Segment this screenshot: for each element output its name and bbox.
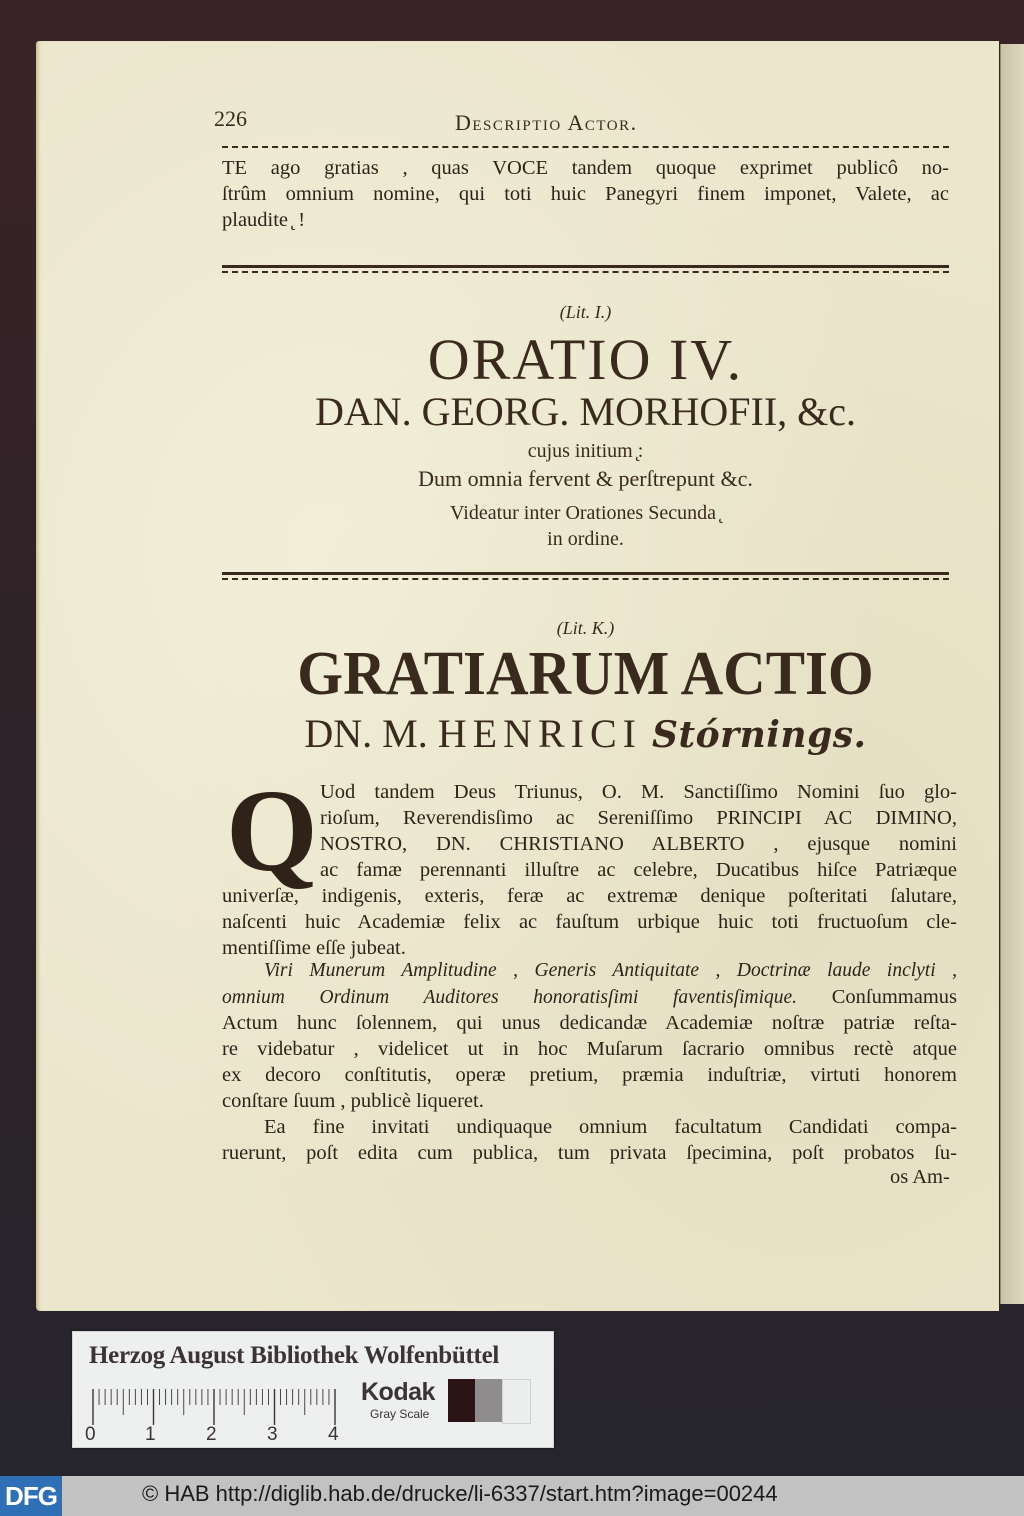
text-line: Actum hunc ſolennem, qui unus dedicandæ Academiæ noſtræ patriæ reſta- xyxy=(222,1012,957,1034)
quod-paragraph xyxy=(222,883,957,961)
section-k-label: (Lit. K.) xyxy=(556,618,615,638)
section-i-line3: Videatur inter Orationes Secunda ̨ xyxy=(450,502,721,524)
text-line: univerſæ, indigenis, exteris, feræ ac extremæ denique poſteritati ſalutare, xyxy=(222,885,957,907)
author-surname: Stórnings. xyxy=(651,714,867,756)
catchword: os Am- xyxy=(890,1166,950,1188)
text-line: naſcenti huic Academiæ felix ac fauſtum urbique huic toti fructuoſum cle- xyxy=(222,911,957,933)
drop-cap: Q xyxy=(226,765,318,896)
color-chart-card xyxy=(72,1331,554,1448)
text-line: mentiſſime eſſe jubeat. xyxy=(222,937,406,959)
kodak-logo: Kodak xyxy=(361,1378,435,1406)
section-k-title: GRATIARUM ACTIO xyxy=(297,640,874,708)
text-line: ac famæ perennanti illuſtre ac celebre, Ducatibus hiſce Patriæque xyxy=(320,859,957,881)
ruler-label: 3 xyxy=(267,1424,278,1445)
quod-paragraph-indented xyxy=(320,779,957,883)
gray-swatch-mid xyxy=(475,1379,502,1422)
text-line xyxy=(222,984,957,1011)
gray-scale-label: Gray Scale xyxy=(370,1407,430,1421)
gray-swatch-dark xyxy=(448,1379,475,1422)
viri-paragraph-cont xyxy=(222,1010,957,1114)
text-line: ſtrûm omnium nomine, qui toti huic Panegyri finem imponet, Valete, ac xyxy=(222,183,949,205)
text-line: TE ago gratias , quas VOCE tandem quoque exprimet publicô no- xyxy=(222,157,949,179)
text-line: ruerunt, poſt edita cum publica, tum privata ſpecimina, poſt probatos ſu- xyxy=(222,1142,957,1164)
roman-run: Conſummamus xyxy=(831,986,958,1008)
text-line: conſtare ſuum , publicè liqueret. xyxy=(222,1090,484,1112)
section-i-title: ORATIO IV. xyxy=(427,327,744,392)
section-divider xyxy=(222,572,949,575)
facing-page-edge xyxy=(1000,44,1024,1304)
text-line: plaudite ̨ ! xyxy=(222,209,306,231)
section-i-line4: in ordine. xyxy=(547,528,624,550)
ruler-label: 4 xyxy=(328,1424,339,1445)
section-k-author xyxy=(222,712,949,757)
italic-run: omnium Ordinum Auditores honoratisſimi faventisſimique. xyxy=(222,987,798,1008)
section-i-label: (Lit. I.) xyxy=(559,302,612,322)
viri-paragraph xyxy=(222,958,957,1011)
copyright-link[interactable]: © HAB http://diglib.hab.de/drucke/li-6337/start.htm?image=00244 xyxy=(142,1481,778,1506)
footer-bar xyxy=(0,1476,1024,1516)
text-line: Uod tandem Deus Triunus, O. M. Sanctiſſimo Nomini ſuo glo- xyxy=(320,781,957,803)
author-name: HENRICI xyxy=(437,711,642,756)
ruler-scale xyxy=(91,1387,341,1427)
text-line: NOSTRO, DN. CHRISTIANO ALBERTO , ejusque nomini xyxy=(320,833,957,855)
text-line: rioſum, Reverendisſimo ac Sereniſſimo PRINCIPI AC DIMINO, xyxy=(320,807,957,829)
section-i-author: DAN. GEORG. MORHOFII, &c. xyxy=(314,389,857,434)
header-rule xyxy=(222,146,949,148)
ea-paragraph xyxy=(222,1114,957,1166)
gray-swatch-light xyxy=(502,1379,531,1424)
ruler-label: 1 xyxy=(145,1424,156,1445)
library-name: Herzog August Bibliothek Wolfenbüttel xyxy=(89,1342,500,1369)
dfg-logo: DFG xyxy=(0,1476,62,1516)
section-divider xyxy=(222,265,949,268)
ruler-label: 2 xyxy=(206,1424,217,1445)
page-number: 226 xyxy=(214,106,247,131)
text-line: Ea fine invitati undiquaque omnium facultatum Candidati compa- xyxy=(264,1116,957,1138)
text-line: re videbatur , videlicet ut in hoc Muſarum ſacrario omnibus rectè atque xyxy=(222,1038,957,1060)
running-head: Descriptio Actor. xyxy=(455,110,638,135)
ruler-label: 0 xyxy=(85,1424,96,1445)
section-i-line2: Dum omnia fervent & perſtrepunt &c. xyxy=(418,466,753,491)
intro-paragraph xyxy=(222,155,949,233)
author-prefix: DN. M. xyxy=(304,711,428,756)
text-line: ex decoro conſtitutis, operæ pretium, præmia induſtriæ, virtuti honorem xyxy=(222,1064,957,1086)
section-i-line1: cujus initium ̨: xyxy=(527,440,644,462)
text-line: Viri Munerum Amplitudine , Generis Antiquitate , Doctrinæ laude inclyti , xyxy=(264,960,957,981)
